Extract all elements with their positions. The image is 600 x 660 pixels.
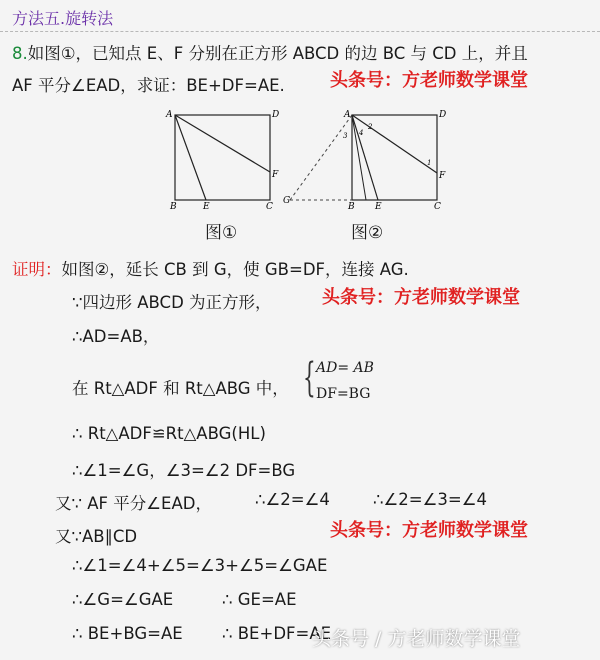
square-abcd [175, 115, 270, 200]
proof-intro-line [12, 256, 409, 280]
label-f: F [439, 171, 446, 181]
label-c: C [266, 202, 273, 210]
divider [0, 31, 600, 32]
proof-line-10b: ∴ BE+DF=AE [222, 624, 332, 643]
label-c: C [434, 202, 441, 210]
system-eq-2: DF=BG [316, 386, 371, 402]
label-a: A [344, 110, 351, 120]
label-d: D [272, 110, 280, 120]
label-g: G [283, 196, 291, 206]
proof-line-9b: ∴ GE=AE [222, 590, 297, 609]
segment-ae [352, 115, 378, 200]
proof-line-6c: ∴∠2=∠3=∠4 [373, 490, 488, 509]
proof-line-7: 又∵AB∥CD [55, 527, 138, 546]
proof-line-10a: ∴ BE+BG=AE [72, 624, 183, 643]
segment-aux [352, 115, 366, 200]
proof-line-5: ∴∠1=∠G，∠3=∠2 DF=BG [72, 461, 296, 480]
label-a: A [166, 110, 173, 120]
proof-line-1: ∵四边形 ABCD 为正方形， [72, 293, 272, 312]
problem-number: 8. [12, 44, 28, 63]
watermark-1: 头条号：方老师数学课堂 [330, 70, 528, 91]
problem-text-1: 如图①，已知点 E、F 分别在正方形 ABCD 的边 BC 与 CD 上，并且 [27, 44, 528, 63]
angle-4: 4 [359, 129, 364, 137]
system-brace: { [303, 355, 316, 401]
section-title: 方法五.旋转法 [12, 9, 114, 28]
proof-line-9a: ∴∠G=∠GAE [72, 590, 174, 609]
proof-line-6a: 又∵ AF 平分∠EAD， [55, 494, 212, 513]
figure-1-caption: 图① [205, 223, 238, 243]
proof-line-4: ∴ Rt△ADF≌Rt△ABG(HL) [72, 424, 266, 443]
proof-line-6b: ∴∠2=∠4 [255, 490, 330, 509]
label-e: E [375, 202, 382, 210]
proof-line-8: ∴∠1=∠4+∠5=∠3+∠5=∠GAE [72, 556, 328, 575]
figure-1-diagram [160, 105, 285, 210]
label-e: E [203, 202, 210, 210]
problem-line-1 [12, 40, 528, 64]
figure-2-diagram [282, 105, 452, 210]
footer-watermark: 头条号 / 方老师数学课堂 [312, 628, 521, 650]
segment-af [352, 115, 437, 173]
problem-line-2: AF 平分∠EAD，求证：BE+DF=AE. [12, 76, 285, 95]
proof-label: 证明： [12, 260, 62, 279]
watermark-2: 头条号：方老师数学课堂 [322, 287, 520, 308]
angle-2: 2 [368, 123, 373, 131]
figure-2-caption: 图② [351, 223, 384, 243]
proof-line-3: 在 Rt△ADF 和 Rt△ABG 中， [72, 379, 289, 398]
segment-ae [175, 115, 206, 200]
label-b: B [170, 202, 177, 210]
proof-line-2: ∴AD=AB， [72, 327, 160, 346]
watermark-3: 头条号：方老师数学课堂 [330, 520, 528, 541]
label-d: D [439, 110, 447, 120]
segment-af [175, 115, 270, 172]
segment-ag [290, 115, 352, 200]
label-f: F [272, 170, 279, 180]
angle-3: 3 [343, 132, 348, 140]
angle-1: 1 [427, 159, 432, 167]
proof-intro: 如图②，延长 CB 到 G，使 GB=DF，连接 AG. [61, 260, 409, 279]
label-b: B [348, 202, 355, 210]
system-eq-1: AD= AB [316, 360, 374, 376]
